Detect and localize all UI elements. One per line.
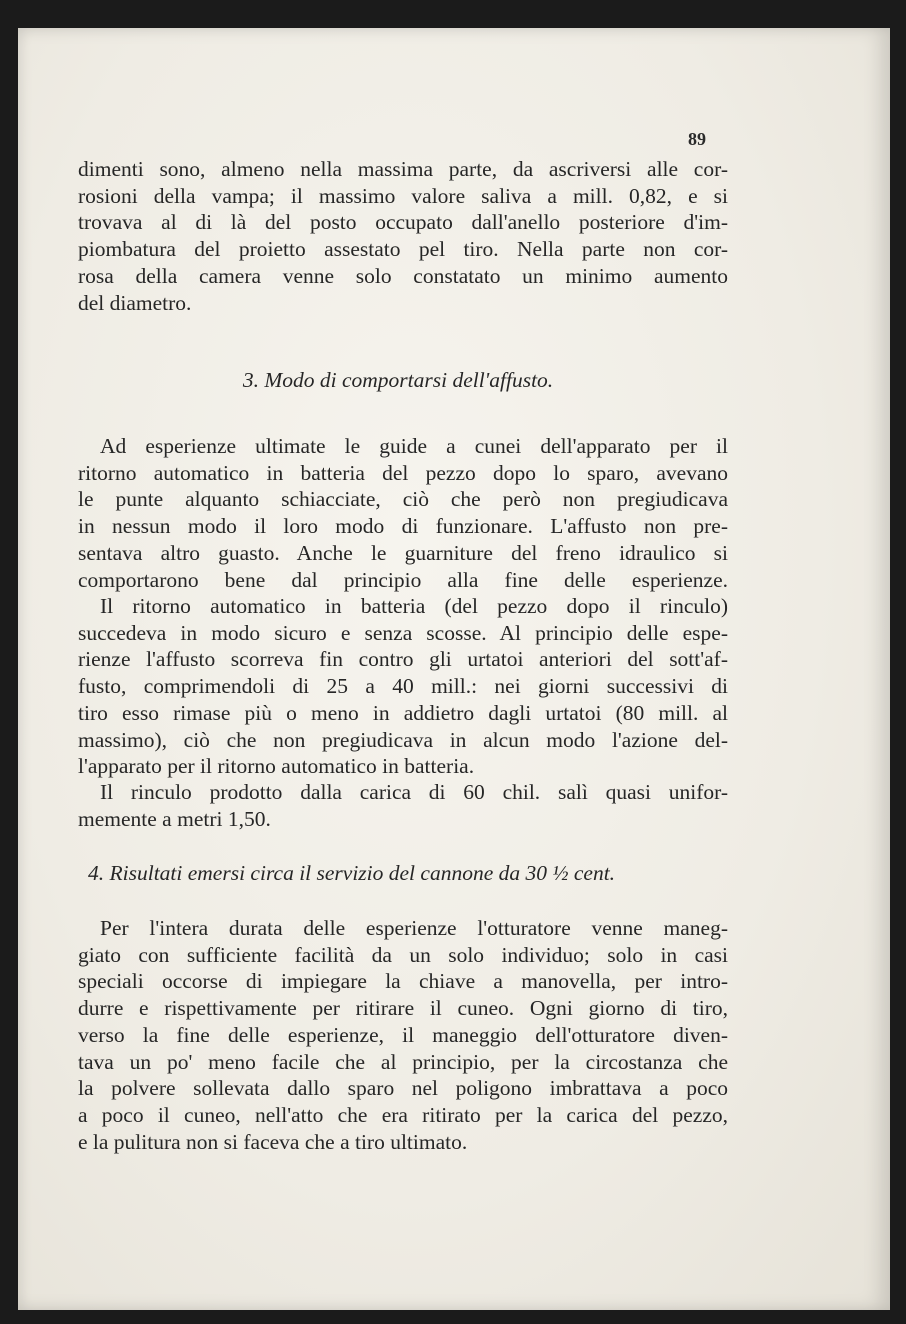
text-line: verso la fine delle esperienze, il maneggio dell'otturatore diven- (78, 1022, 728, 1047)
text-line: le punte alquanto schiacciate, ciò che però non pregiudicava (78, 487, 728, 512)
text-line: rienze l'affusto scorreva fin contro gli urtatoi anteriori del sott'af- (78, 647, 728, 672)
text-line: del diametro. (78, 290, 192, 315)
text-line: dimenti sono, almeno nella massima parte, da ascriversi alle cor- (78, 157, 728, 181)
paragraph-corrosion (78, 156, 728, 316)
text-line: Per l'intera durata delle esperienze l'otturatore venne maneg- (100, 916, 728, 940)
paragraph-rinculo (78, 779, 728, 832)
text-line: Il ritorno automatico in batteria (del pezzo dopo il rinculo) (100, 594, 728, 618)
text-line: rosa della camera venne solo constatato un minimo aumento (78, 263, 728, 288)
text-line: tava un po' meno facile che al principio, per la circostanza che (78, 1049, 728, 1074)
book-page (18, 28, 890, 1310)
text-line: comportarono bene dal principio alla fine delle esperienze. (78, 567, 728, 592)
text-line: giato con sufficiente facilità da un solo individuo; solo in casi (78, 942, 728, 967)
text-line: l'apparato per il ritorno automatico in batteria. (78, 754, 475, 779)
text-line: e la pulitura non si faceva che a tiro ultimato. (78, 1129, 468, 1154)
text-line: a poco il cuneo, nell'atto che era ritirato per la carica del pezzo, (78, 1102, 728, 1127)
text-line: speciali occorse di impiegare la chiave a manovella, per intro- (78, 969, 728, 994)
text-line: massimo), ciò che non pregiudicava in alcun modo l'azione del- (78, 727, 728, 752)
text-line: fusto, comprimendoli di 25 a 40 mill.: nei giorni successivi di (78, 674, 728, 699)
section-heading-4: 4. Risultati emersi circa il servizio del cannone da 30 ½ cent. (88, 861, 616, 885)
text-line: sentava altro guasto. Anche le guarniture del freno idraulico si (78, 540, 728, 565)
text-line: memente a metri 1,50. (78, 806, 271, 831)
text-line: tiro esso rimase più o meno in addietro dagli urtatoi (80 mill. al (78, 700, 728, 725)
text-line: la polvere sollevata dallo sparo nel poligono imbrattava a poco (78, 1076, 728, 1101)
paragraph-guide-cunei (78, 433, 728, 593)
text-line: piombatura del proietto assestato pel tiro. Nella parte non cor- (78, 237, 728, 262)
text-line: rosioni della vampa; il massimo valore saliva a mill. 0,82, e si (78, 183, 728, 208)
text-line: succedeva in modo sicuro e senza scosse. Al principio delle espe- (78, 620, 728, 645)
text-line: in nessun modo il loro modo di funzionare. L'affusto non pre- (78, 514, 728, 539)
text-line: durre e rispettivamente per ritirare il cuneo. Ogni giorno di tiro, (78, 996, 728, 1021)
text-line: Il rinculo prodotto dalla carica di 60 chil. salì quasi unifor- (100, 780, 728, 804)
paragraph-otturatore (78, 915, 728, 1155)
text-line: Ad esperienze ultimate le guide a cunei dell'apparato per il (100, 434, 728, 458)
section-heading-3: 3. Modo di comportarsi dell'affusto. (242, 368, 554, 392)
text-line: ritorno automatico in batteria del pezzo dopo lo sparo, avevano (78, 460, 728, 485)
page-number: 89 (688, 129, 706, 149)
paragraph-ritorno-automatico (78, 593, 728, 780)
text-line: trovava al di là del posto occupato dall'anello posteriore d'im- (78, 210, 728, 235)
